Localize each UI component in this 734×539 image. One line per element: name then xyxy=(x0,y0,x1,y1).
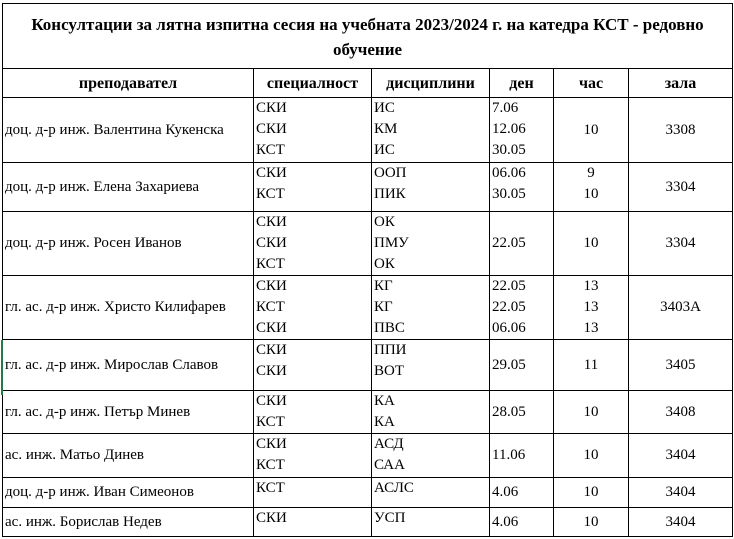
header-day: ден xyxy=(490,69,554,98)
cell-line: 7.06 xyxy=(492,100,519,116)
cell-line: КА xyxy=(374,393,395,409)
cell-specialties xyxy=(254,434,372,478)
cell-line: КГ xyxy=(374,278,393,294)
cell-line: СКИ xyxy=(256,363,287,379)
cell-days xyxy=(490,212,554,276)
cell-line: КА xyxy=(374,414,395,430)
cell-room: 3404 xyxy=(629,478,733,508)
cell-room: 3403А xyxy=(629,276,733,340)
cell-line: СКИ xyxy=(256,510,287,526)
cell-specialties xyxy=(254,163,372,212)
cell-teacher: гл. ас. д-р инж. Христо Килифарев xyxy=(3,276,254,340)
cell-line: 06.06 xyxy=(492,165,526,181)
cell-days xyxy=(490,478,554,508)
cell-specialties xyxy=(254,508,372,537)
cell-line: 22.05 xyxy=(492,278,526,294)
cell-disciplines xyxy=(372,98,490,163)
cell-line: 11 xyxy=(583,356,599,373)
table-row xyxy=(3,98,733,163)
cell-hours xyxy=(554,276,629,340)
cell-line: 06.06 xyxy=(492,320,526,336)
cell-disciplines xyxy=(372,508,490,537)
cell-line: САА xyxy=(374,457,405,473)
table-row xyxy=(3,478,733,508)
cell-line: АСД xyxy=(374,436,404,452)
selection-marker xyxy=(1,340,3,395)
cell-line: 28.05 xyxy=(492,403,526,420)
table-title: Консултации за лятна изпитна сесия на учебната 2023/2024 г. на катедра КСТ - редовно обучение xyxy=(3,4,733,69)
table-row xyxy=(3,163,733,212)
table-row xyxy=(3,391,733,434)
cell-days xyxy=(490,163,554,212)
header-hour: час xyxy=(554,69,629,98)
cell-line: СКИ xyxy=(256,320,287,336)
table-row xyxy=(3,276,733,340)
cell-line: ВОТ xyxy=(374,363,404,379)
header-teacher: преподавател xyxy=(3,69,254,98)
table-row xyxy=(3,340,733,391)
cell-line: ППИ xyxy=(374,342,407,358)
cell-line: ПИК xyxy=(374,186,406,202)
cell-line: СКИ xyxy=(256,342,287,358)
table-row xyxy=(3,434,733,478)
cell-days xyxy=(490,98,554,163)
cell-line: 11.06 xyxy=(492,447,526,463)
cell-teacher: гл. ас. д-р инж. Петър Минев xyxy=(3,391,254,434)
cell-line: УСП xyxy=(374,510,406,526)
cell-line: 30.05 xyxy=(492,142,526,158)
cell-disciplines xyxy=(372,163,490,212)
cell-line: ОК xyxy=(374,214,395,230)
cell-specialties xyxy=(254,98,372,163)
cell-days xyxy=(490,276,554,340)
cell-line: СКИ xyxy=(256,100,287,116)
cell-line: СКИ xyxy=(256,278,287,294)
cell-line: ПМУ xyxy=(374,235,409,251)
cell-line: КСТ xyxy=(256,480,285,496)
cell-disciplines xyxy=(372,434,490,478)
cell-room: 3308 xyxy=(629,98,733,163)
cell-room: 3304 xyxy=(629,163,733,212)
cell-days xyxy=(490,391,554,434)
cell-line: 10 xyxy=(583,186,599,202)
cell-line: КСТ xyxy=(256,457,285,473)
cell-line: 13 xyxy=(583,278,599,294)
title-row xyxy=(3,4,733,69)
cell-room: 3408 xyxy=(629,391,733,434)
cell-line: КСТ xyxy=(256,142,285,158)
cell-teacher: ас. инж. Борислав Недев xyxy=(3,508,254,537)
cell-teacher: доц. д-р инж. Росен Иванов xyxy=(3,212,254,276)
cell-specialties xyxy=(254,391,372,434)
cell-hours xyxy=(554,163,629,212)
cell-line: 9 xyxy=(587,165,595,181)
cell-disciplines xyxy=(372,478,490,508)
cell-disciplines xyxy=(372,391,490,434)
cell-hours xyxy=(554,434,629,478)
cell-specialties xyxy=(254,478,372,508)
cell-line: КГ xyxy=(374,299,393,315)
cell-line: 10 xyxy=(583,513,599,530)
cell-disciplines xyxy=(372,340,490,391)
cell-teacher: ас. инж. Матьо Динев xyxy=(3,434,254,478)
cell-line: КСТ xyxy=(256,299,285,315)
cell-line: КМ xyxy=(374,121,398,137)
cell-hours xyxy=(554,98,629,163)
cell-teacher: доц. д-р инж. Валентина Кукенска xyxy=(3,98,254,163)
cell-line: 12.06 xyxy=(492,121,526,137)
cell-line: 30.05 xyxy=(492,186,526,202)
cell-hours xyxy=(554,508,629,537)
cell-line: 4.06 xyxy=(492,484,519,500)
cell-room: 3404 xyxy=(629,508,733,537)
consultation-table xyxy=(2,3,733,537)
cell-line: 10 xyxy=(583,121,599,138)
cell-line: ООП xyxy=(374,165,407,181)
header-room: зала xyxy=(629,69,733,98)
cell-line: СКИ xyxy=(256,235,287,251)
cell-disciplines xyxy=(372,276,490,340)
header-disciplines: дисциплини xyxy=(372,69,490,98)
cell-line: 10 xyxy=(583,484,599,500)
cell-line: 4.06 xyxy=(492,513,519,530)
cell-line: ПВС xyxy=(374,320,405,336)
cell-hours xyxy=(554,478,629,508)
cell-line: 10 xyxy=(583,447,599,463)
cell-days xyxy=(490,434,554,478)
cell-line: СКИ xyxy=(256,214,287,230)
cell-line: ОК xyxy=(374,256,395,272)
cell-teacher: доц. д-р инж. Иван Симеонов xyxy=(3,478,254,508)
cell-room: 3304 xyxy=(629,212,733,276)
cell-line: СКИ xyxy=(256,121,287,137)
table-body xyxy=(3,98,733,537)
cell-line: 10 xyxy=(583,235,599,251)
cell-line: ИС xyxy=(374,142,395,158)
cell-line: АСЛС xyxy=(374,480,414,496)
cell-line: 10 xyxy=(583,403,599,420)
cell-days xyxy=(490,340,554,391)
cell-hours xyxy=(554,391,629,434)
table-row xyxy=(3,508,733,537)
cell-specialties xyxy=(254,340,372,391)
cell-hours xyxy=(554,340,629,391)
header-specialty: специалност xyxy=(254,69,372,98)
consultation-sheet xyxy=(2,3,733,537)
cell-line: КСТ xyxy=(256,186,285,202)
cell-teacher: гл. ас. д-р инж. Мирослав Славов xyxy=(3,340,254,391)
header-row xyxy=(3,69,733,98)
cell-room: 3404 xyxy=(629,434,733,478)
cell-line: КСТ xyxy=(256,256,285,272)
cell-line: КСТ xyxy=(256,414,285,430)
table-row xyxy=(3,212,733,276)
cell-line: 22.05 xyxy=(492,299,526,315)
cell-line: 13 xyxy=(583,299,599,315)
cell-hours xyxy=(554,212,629,276)
cell-disciplines xyxy=(372,212,490,276)
cell-specialties xyxy=(254,276,372,340)
cell-line: 22.05 xyxy=(492,235,526,251)
cell-teacher: доц. д-р инж. Елена Захариева xyxy=(3,163,254,212)
cell-line: СКИ xyxy=(256,393,287,409)
cell-room: 3405 xyxy=(629,340,733,391)
cell-line: 13 xyxy=(583,320,599,336)
cell-days xyxy=(490,508,554,537)
cell-line: СКИ xyxy=(256,436,287,452)
cell-line: СКИ xyxy=(256,165,287,181)
cell-line: ИС xyxy=(374,100,395,116)
cell-line: 29.05 xyxy=(492,356,526,373)
cell-specialties xyxy=(254,212,372,276)
